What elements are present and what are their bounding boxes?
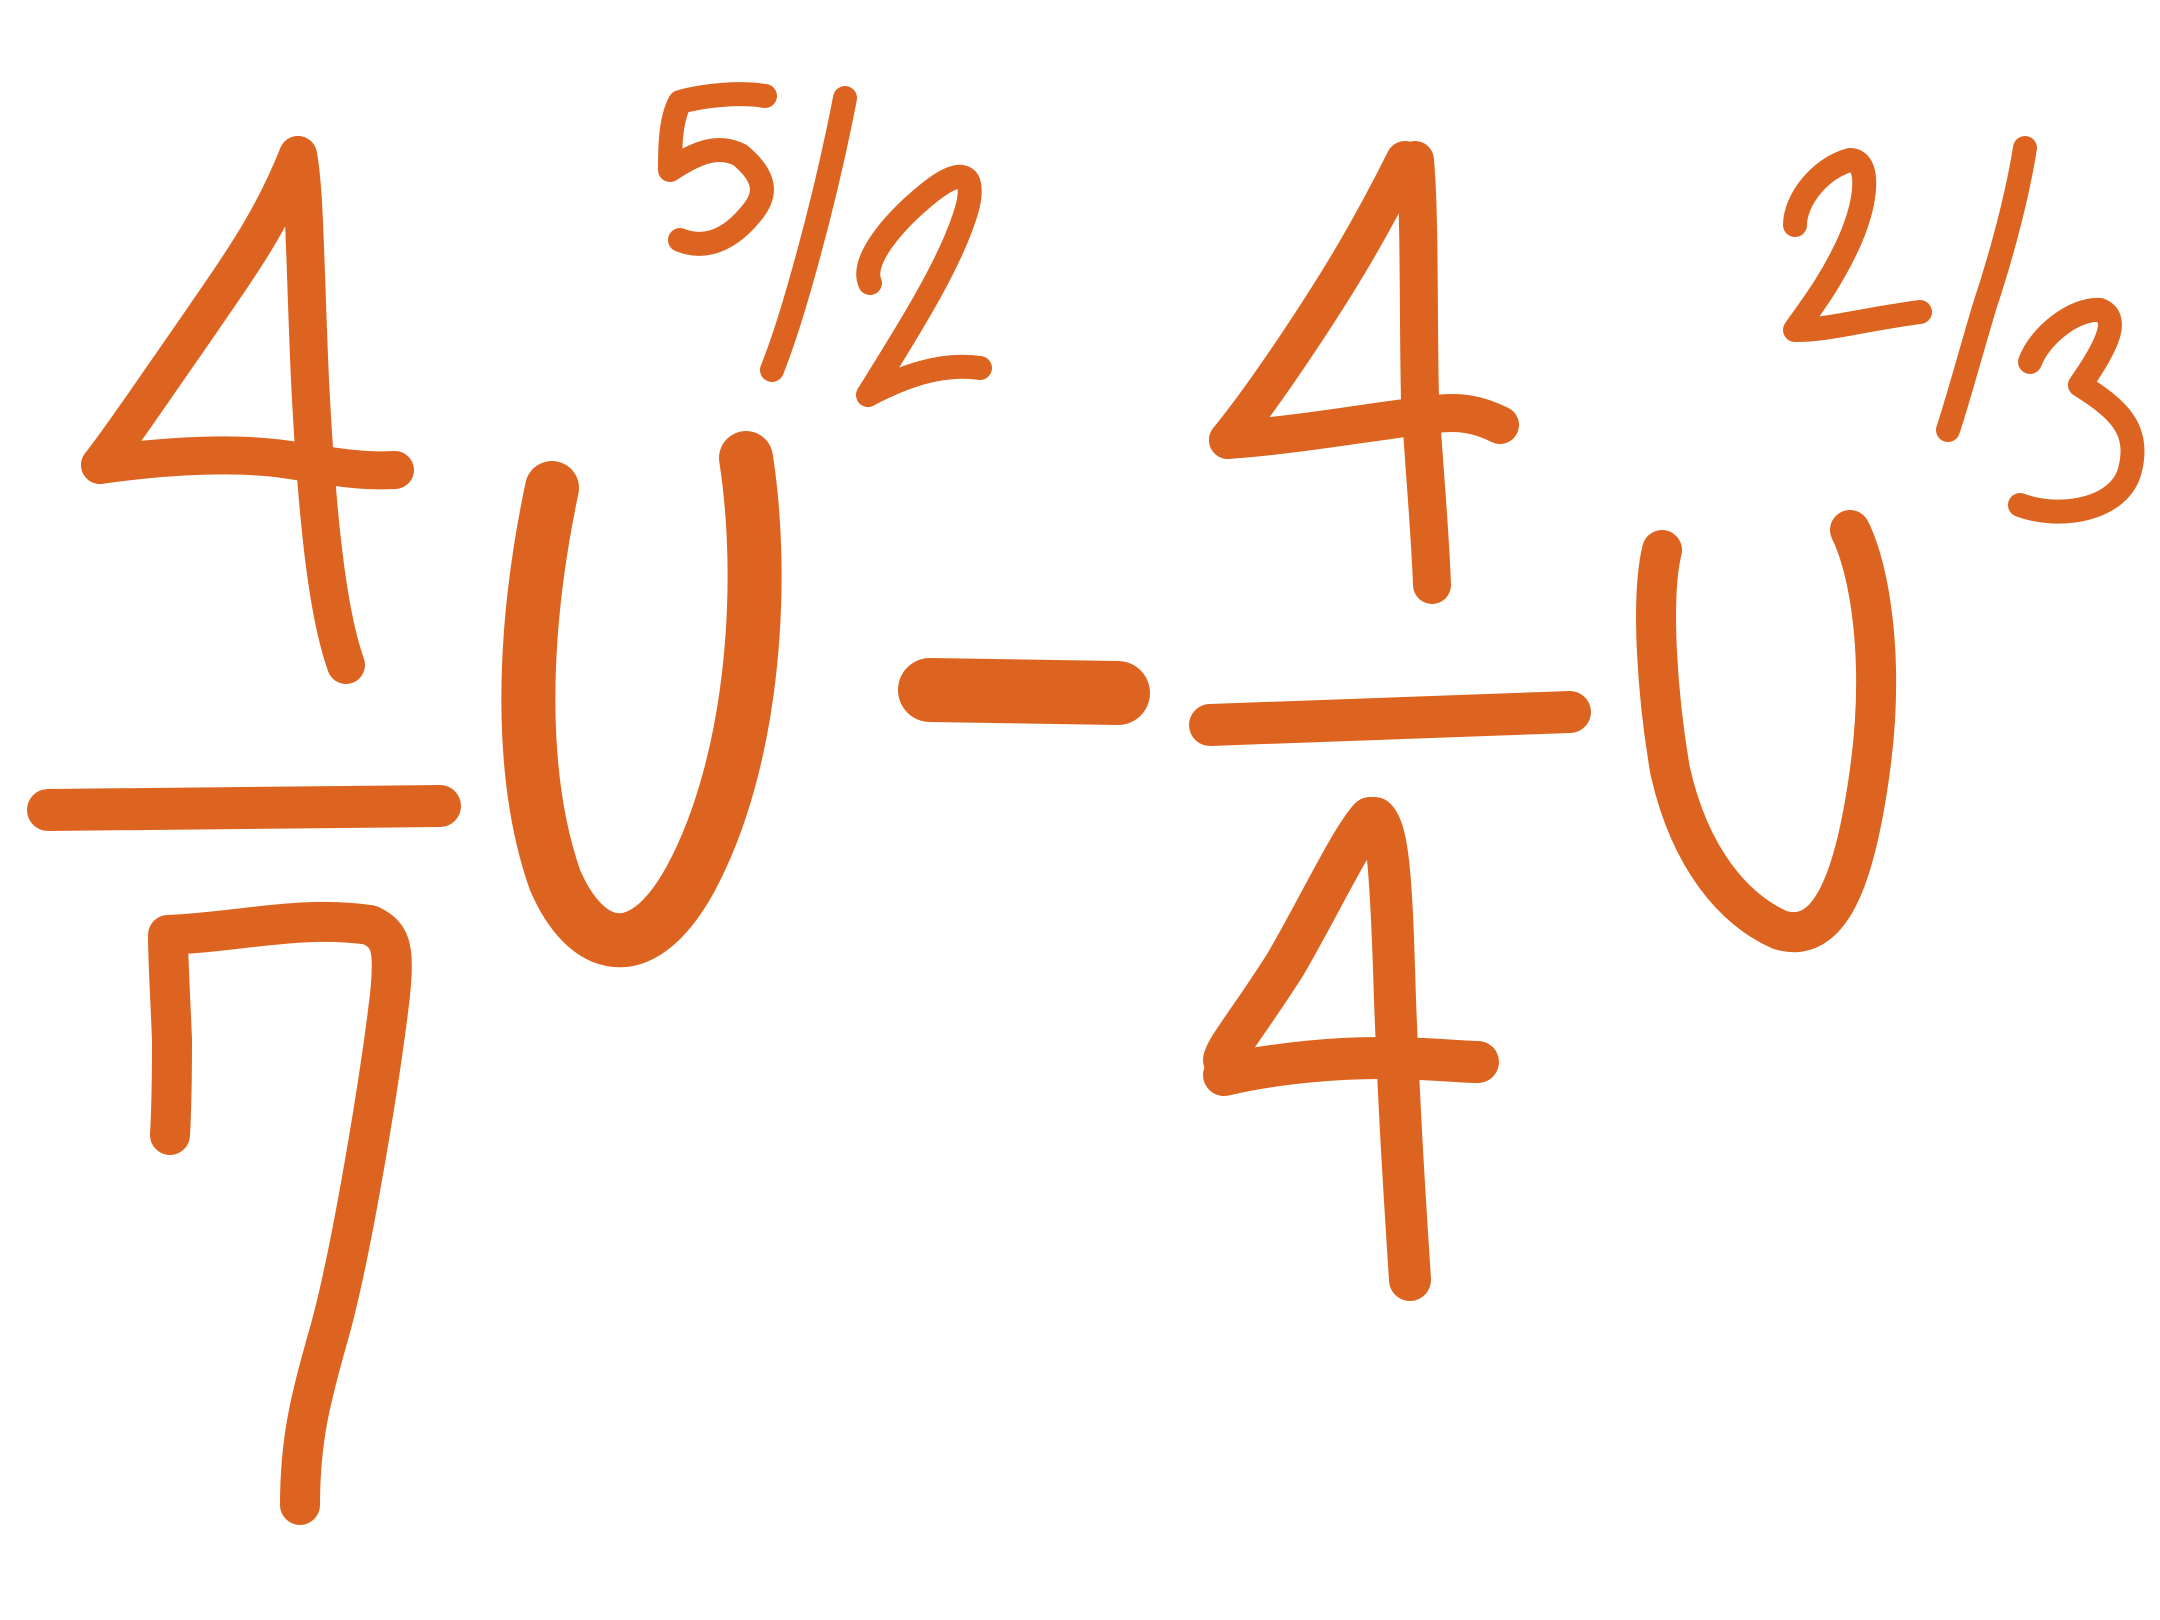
exp1-slash xyxy=(772,98,845,370)
term1-variable-u xyxy=(528,458,754,940)
term2-variable-u xyxy=(1656,530,1876,932)
term1-numerator-4 xyxy=(100,155,395,665)
term2-numerator-4 xyxy=(1228,160,1500,585)
minus-operator xyxy=(930,690,1118,693)
term2-numerator-4-diagonal xyxy=(1228,160,1405,440)
exp1-digit-5 xyxy=(670,94,765,244)
term2-numerator-4-stem xyxy=(1415,160,1432,585)
term1-numerator-4-stem xyxy=(298,155,346,665)
term1-numerator-4-diagonal xyxy=(100,155,298,465)
term2-fraction-bar xyxy=(1210,712,1570,725)
exp2-slash xyxy=(1948,148,2025,430)
term1-fraction-bar xyxy=(48,806,440,810)
term1-denominator-7 xyxy=(168,922,392,1505)
exp2-digit-2 xyxy=(1795,160,1920,330)
term1-denominator-7-stroke xyxy=(168,922,392,1505)
term2-denominator-4 xyxy=(1224,818,1478,1280)
exp1-digit-2 xyxy=(868,177,980,395)
term2-numerator-4-crossbar xyxy=(1228,413,1500,440)
term2-denominator-4-stem xyxy=(1375,818,1410,1280)
term1-numerator-4-crossbar xyxy=(100,455,395,470)
term2-denominator-4-crossbar xyxy=(1224,1058,1478,1075)
term2-exponent-2-slash-3 xyxy=(1795,148,2133,512)
term2-denominator-4-diagonal xyxy=(1224,818,1370,1060)
term1-exponent-5-slash-2 xyxy=(670,94,980,395)
exp2-digit-3 xyxy=(2020,310,2133,512)
